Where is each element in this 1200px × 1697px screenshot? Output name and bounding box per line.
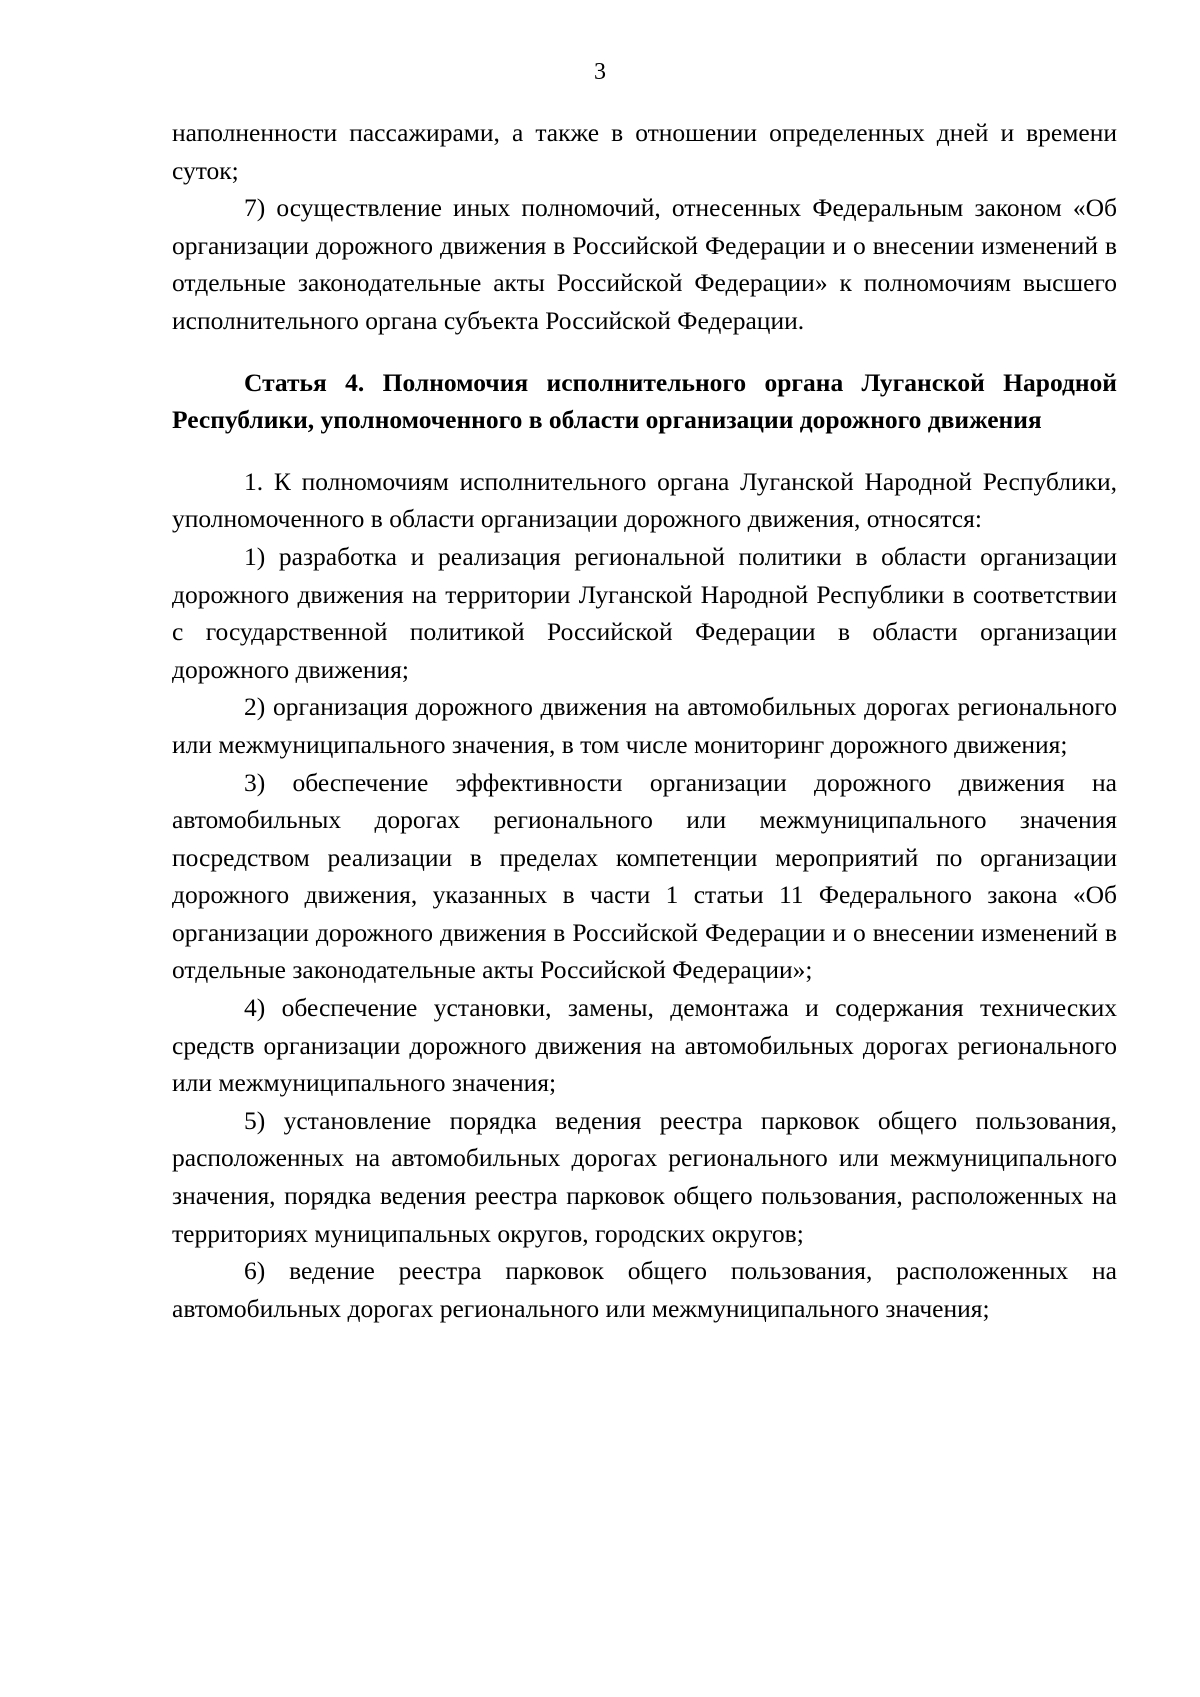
list-item-1: 1) разработка и реализация региональной политики в области организации дорожного движения на территории Луганской Народной Республики в соответствии с государственной политикой Российской Федерации в области организации дорожного движения;	[172, 541, 1117, 684]
list-item-2: 2) организация дорожного движения на автомобильных дорогах регионального или межмуниципального значения, в том числе мониторинг дорожного движения;	[172, 692, 1117, 759]
article-part-1: 1. К полномочиям исполнительного органа Луганской Народной Республики, уполномоченного в области организации дорожного движения, относятся:	[172, 466, 1117, 534]
list-item-4: 4) обеспечение установки, замены, демонтажа и содержания технических средств организации дорожного движения на автомобильных дорогах регионального или межмуниципального значения;	[172, 993, 1117, 1098]
list-item-3: 3) обеспечение эффективности организации дорожного движения на автомобильных дорогах регионального или межмуниципального значения посредством реализации в пределах компетенции мероприятий по организации дорожного движения, указанных в части 1 статьи 11 Федерального закона «Об организации дорожного движения в Российской Федерации и о внесении изменений в отдельные законодательные акты Российской Федерации»;	[172, 767, 1117, 985]
list-item-6: 6) ведение реестра парковок общего пользования, расположенных на автомобильных дорогах регионального или межмуниципального значения;	[172, 1256, 1117, 1323]
paragraph-continuation: наполненности пассажирами, а также в отношении определенных дней и времени суток;	[172, 118, 1117, 185]
article-heading: Статья 4. Полномочия исполнительного органа Луганской Народной Республики, уполномоченного в области организации дорожного движения	[172, 367, 1117, 435]
page-number: 3	[594, 59, 606, 85]
document-body	[172, 114, 1117, 1327]
list-item-5: 5) установление порядка ведения реестра парковок общего пользования, расположенных на автомобильных дорогах регионального или межмуниципального значения, порядка ведения реестра парковок общего пользования, расположенных на территориях муниципальных округов, городских округов;	[172, 1105, 1117, 1248]
list-item-7: 7) осуществление иных полномочий, отнесенных Федеральным законом «Об организации дорожного движения в Российской Федерации и о внесении изменений в отдельные законодательные акты Российской Федерации» к полномочиям высшего исполнительного органа субъекта Российской Федерации.	[172, 193, 1117, 335]
